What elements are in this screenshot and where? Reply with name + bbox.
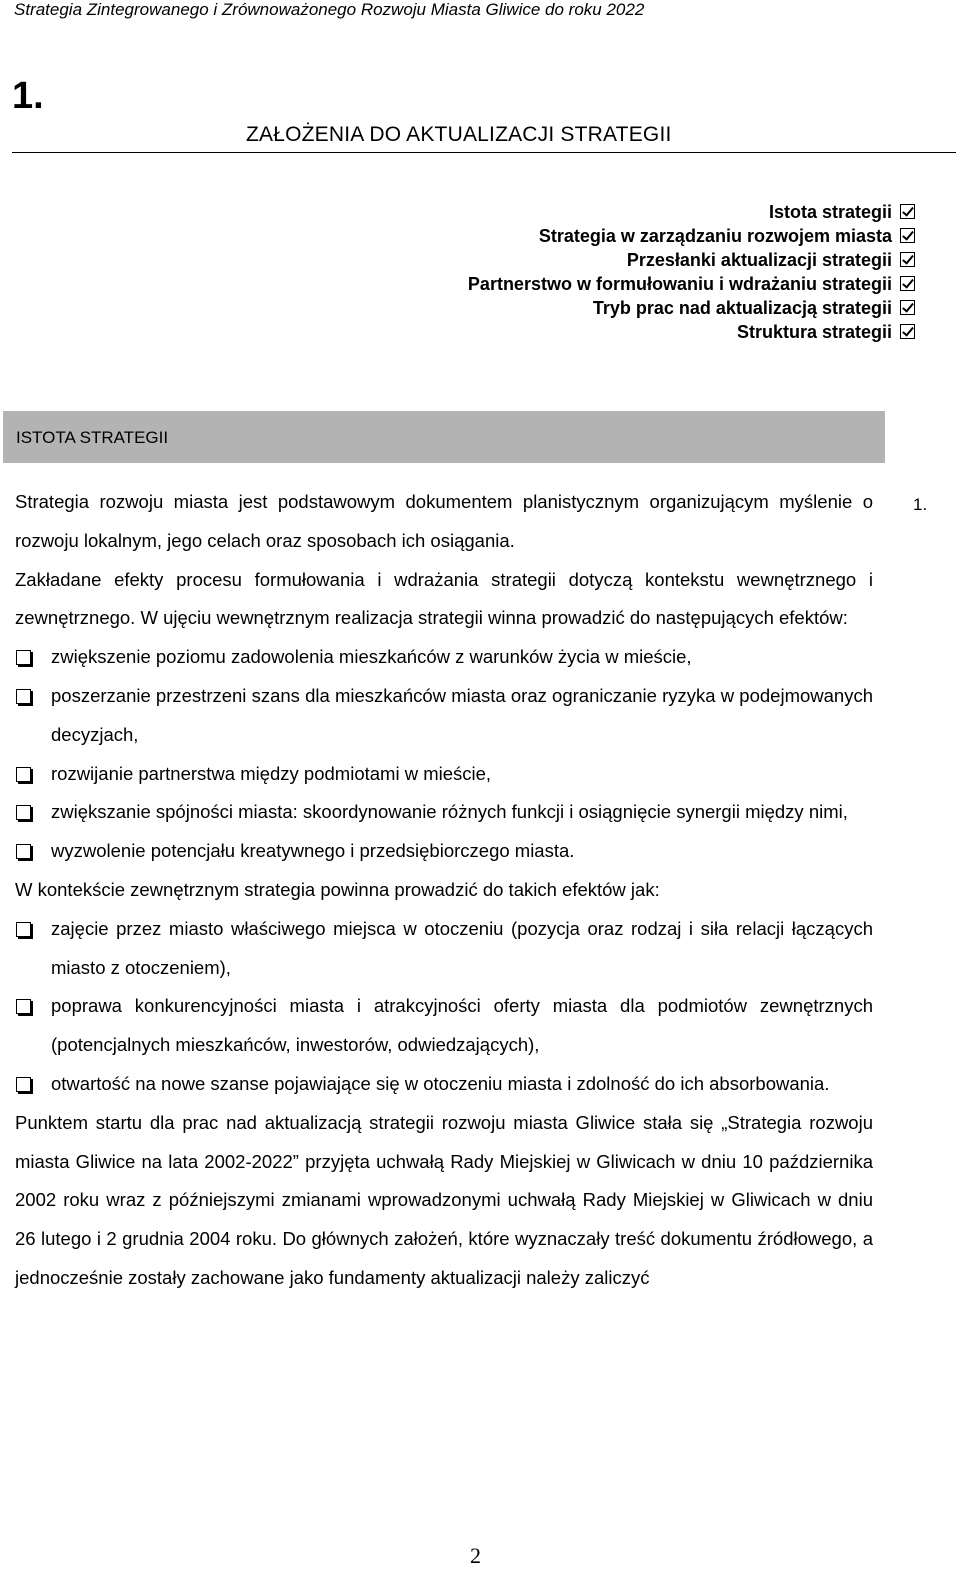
list-item [15,755,873,794]
chapter-divider [12,152,956,153]
chapter-title: ZAŁOŻENIA DO AKTUALIZACJI STRATEGII [246,123,672,146]
toc-item [468,296,915,320]
toc-item [468,320,915,344]
paragraph-external: W kontekście zewnętrznym strategia powinna prowadzić do takich efektów jak: [15,878,660,900]
list-item [15,987,873,1065]
paragraph-starting-point: Punktem startu dla prac nad aktualizacją strategii rozwoju miasta Gliwice stała się „Strategia rozwoju miasta Gliwice na lata 2002-2022” przyjęta uchwałą Rady Miejskiej w Gliwicach w dniu 10 października 2002 roku wraz z późniejszymi zmianami wprowadzonymi uchwałą Rady Miejskiej w Gliwicach w dniu 26 lutego i 2 grudnia 2004 roku. Do głównych założeń, które wyznaczały treść dokumentu źródłowego, a jednocześnie zostały zachowane jako fundamenty aktualizacji należy zaliczyć [15,1111,873,1288]
checked-box-icon [900,228,915,243]
checkbox-bullet-icon [16,767,31,782]
toc-item-label: Istota strategii [768,202,892,222]
checked-box-icon [900,252,915,267]
external-effects-list [15,910,873,1104]
section-body [15,483,873,1298]
list-item-text: rozwijanie partnerstwa między podmiotami w mieście, [51,762,492,784]
toc-item-label: Przesłanki aktualizacji strategii [626,250,892,270]
list-item-text: poprawa konkurencyjności miasta i atrakcyjności oferty miasta dla podmiotów zewnętrznych (potencjalnych mieszkańców, inwestorów, odwiedzających), [51,995,873,1056]
toc-item-label: Struktura strategii [736,322,892,342]
list-item-text: wyzwolenie potencjału kreatywnego i przedsiębiorczego miasta. [51,840,575,862]
checkbox-bullet-icon [16,650,31,665]
list-item-text: otwartość na nowe szanse pojawiające się w otoczeniu miasta i zdolność do ich absorbowania. [51,1072,830,1094]
checked-box-icon [900,324,915,339]
section-heading-band [3,411,885,463]
chapter-number: 1. [12,75,44,117]
checkbox-bullet-icon [16,844,31,859]
running-header: Strategia Zintegrowanego i Zrównoważonego Rozwoju Miasta Gliwice do roku 2022 [14,0,645,19]
checkbox-bullet-icon [16,999,31,1014]
list-item [15,910,873,988]
toc-item-label: Partnerstwo w formułowaniu i wdrażaniu strategii [467,274,892,294]
checkbox-bullet-icon [16,689,31,704]
checkbox-bullet-icon [16,922,31,937]
list-item [15,638,873,677]
list-item-text: poszerzanie przestrzeni szans dla mieszkańców miasta oraz ograniczanie ryzyka w podejmowanych decyzjach, [51,684,873,745]
margin-note: 1. [913,495,928,514]
list-item [15,793,873,832]
page-number: 2 [470,1543,481,1568]
checked-box-icon [900,204,915,219]
toc-item [468,200,915,224]
paragraph-effects: Zakładane efekty procesu formułowania i wdrażania strategii dotyczą kontekstu wewnętrznego i zewnętrznego. W ujęciu wewnętrznym realizacja strategii winna prowadzić do następujących efektów: [15,568,873,629]
toc-item [468,248,915,272]
list-item [15,1065,873,1104]
toc-item-label: Strategia w zarządzaniu rozwojem miasta [538,226,892,246]
paragraph-intro: Strategia rozwoju miasta jest podstawowym dokumentem planistycznym organizującym myślenie o rozwoju lokalnym, jego celach oraz sposobach ich osiągania. [15,491,873,551]
list-item-text: zwiększanie spójności miasta: skoordynowanie różnych funkcji i osiągnięcie synergii między nimi, [51,801,848,823]
toc-item [468,272,915,296]
list-item [15,832,873,871]
section-heading: ISTOTA STRATEGII [16,428,169,447]
internal-effects-list [15,638,873,871]
toc-item-label: Tryb prac nad aktualizacją strategii [592,298,892,318]
toc-item [468,224,915,248]
checked-box-icon [900,276,915,291]
chapter-contents-list [468,200,915,344]
list-item [15,677,873,755]
list-item-text: zwiększenie poziomu zadowolenia mieszkańców z warunków życia w mieście, [51,646,692,668]
list-item-text: zajęcie przez miasto właściwego miejsca w otoczeniu (pozycja oraz rodzaj i siła relacji łączących miasto z otoczeniem), [51,917,873,978]
checked-box-icon [900,300,915,315]
checkbox-bullet-icon [16,805,31,820]
checkbox-bullet-icon [16,1077,31,1092]
